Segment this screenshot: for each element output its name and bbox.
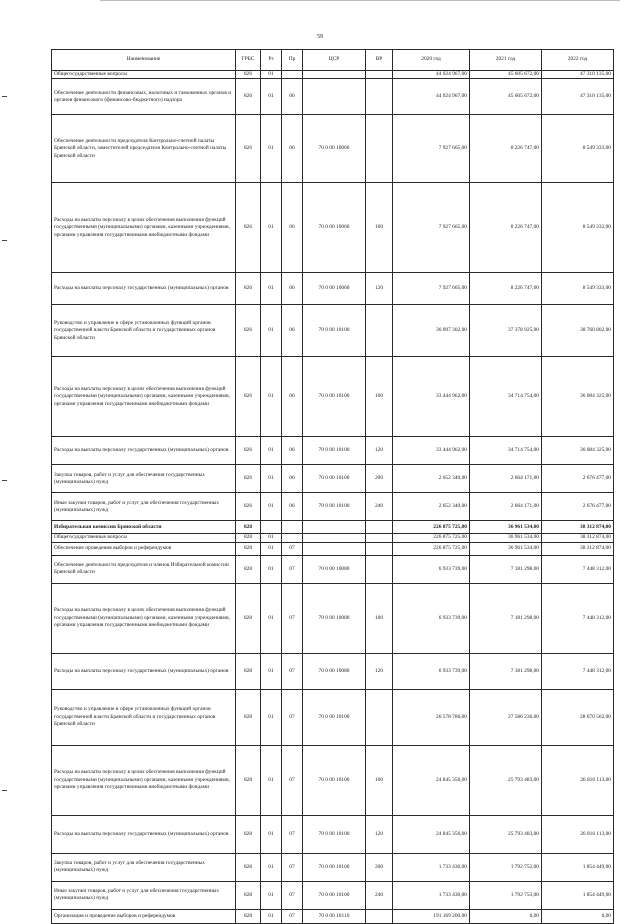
row-vr: 240 (366, 493, 393, 521)
row-2022: 0,00 (542, 909, 614, 923)
row-rz: 01 (261, 815, 282, 853)
row-2021: 0,00 (470, 909, 542, 923)
row-rz (261, 521, 282, 534)
table-row (52, 183, 614, 273)
row-2022: 2 676 477,00 (542, 493, 614, 521)
row-2021: 25 793 483,00 (470, 745, 542, 815)
row-2022: 26 816 113,00 (542, 815, 614, 853)
table-row (52, 437, 614, 465)
row-vr (366, 305, 393, 357)
row-pr: 06 (282, 79, 303, 115)
row-2021: 7 181 298,00 (470, 555, 542, 583)
row-csr: 70 0 00 10100 (303, 305, 366, 357)
table-row (52, 115, 614, 183)
row-rz: 01 (261, 493, 282, 521)
row-rz: 01 (261, 653, 282, 689)
row-2021: 2 664 171,00 (470, 493, 542, 521)
row-csr (303, 71, 366, 79)
row-2020: 36 097 302,00 (393, 305, 470, 357)
row-2020: 44 024 967,00 (393, 71, 470, 79)
table-row (52, 71, 614, 79)
row-name: Руководство и управление в сфере установленных функций органов государственной власти Брянской области и государственных органов Брянской области (52, 689, 236, 745)
row-vr: 120 (366, 815, 393, 853)
row-pr: 06 (282, 465, 303, 493)
row-grbs: 828 (236, 909, 261, 923)
row-csr: 70 0 00 10100 (303, 853, 366, 881)
row-2022: 36 084 325,00 (542, 437, 614, 465)
row-2020: 7 927 665,00 (393, 273, 470, 305)
row-2021: 36 961 534,00 (470, 521, 542, 534)
row-vr: 200 (366, 465, 393, 493)
table-row (52, 745, 614, 815)
row-csr: 70 0 00 10100 (303, 881, 366, 909)
header-grbs: ГРБС (236, 50, 261, 71)
row-2021: 34 714 754,00 (470, 357, 542, 437)
row-pr: 07 (282, 853, 303, 881)
row-name: Расходы на выплаты персоналу в целях обеспечения выполнения функций государственными (муниципальными) органами, казенными учреждениями, органами управления государственными внебюджетными фондами (52, 583, 236, 653)
row-vr (366, 542, 393, 555)
row-rz: 01 (261, 465, 282, 493)
row-rz: 01 (261, 183, 282, 273)
row-csr (303, 534, 366, 542)
row-pr: 07 (282, 653, 303, 689)
row-vr: 120 (366, 653, 393, 689)
row-rz: 01 (261, 555, 282, 583)
row-pr: 06 (282, 357, 303, 437)
row-name: Обеспечение деятельности финансовых, налоговых и таможенных органов и органов финансового (финансово-бюджетного) надзора (52, 79, 236, 115)
row-pr: 07 (282, 555, 303, 583)
row-2020: 7 927 665,00 (393, 115, 470, 183)
row-2021: 36 961 534,00 (470, 542, 542, 555)
row-grbs: 826 (236, 115, 261, 183)
row-name: Закупка товаров, работ и услуг для обеспечения государственных (муниципальных) нужд (52, 853, 236, 881)
row-name: Избирательная комиссия Брянской области (52, 521, 236, 534)
row-rz: 01 (261, 542, 282, 555)
row-grbs: 826 (236, 71, 261, 79)
row-csr: 70 0 00 10100 (303, 493, 366, 521)
row-2020: 26 578 786,00 (393, 689, 470, 745)
row-2022: 47 310 135,00 (542, 71, 614, 79)
row-name: Иные закупки товаров, работ и услуг для обеспечения государственных (муниципальных) нужд (52, 493, 236, 521)
row-name: Расходы на выплаты персоналу государственных (муниципальных) органов (52, 437, 236, 465)
row-name: Расходы на выплаты персоналу государственных (муниципальных) органов (52, 653, 236, 689)
table-header-row (52, 50, 614, 71)
row-2020: 1 733 430,00 (393, 853, 470, 881)
table-row (52, 305, 614, 357)
row-grbs: 828 (236, 521, 261, 534)
row-csr: 70 0 00 10100 (303, 465, 366, 493)
row-vr (366, 115, 393, 183)
row-2020: 24 845 356,00 (393, 815, 470, 853)
row-csr: 70 0 00 10060 (303, 183, 366, 273)
row-name: Обеспечение проведения выборов и референдумов (52, 542, 236, 555)
row-name: Иные закупки товаров, работ и услуг для обеспечения государственных (муниципальных) нужд (52, 881, 236, 909)
row-csr: 70 0 00 10080 (303, 583, 366, 653)
row-name: Расходы на выплаты персоналу государственных (муниципальных) органов (52, 815, 236, 853)
margin-mark (2, 790, 7, 791)
row-csr (303, 521, 366, 534)
row-pr (282, 534, 303, 542)
table-row (52, 881, 614, 909)
row-csr: 70 0 00 10100 (303, 437, 366, 465)
header-pr: Пр (282, 50, 303, 71)
header-name: Наименование (52, 50, 236, 71)
row-2021: 8 226 747,00 (470, 183, 542, 273)
row-2022: 38 760 802,00 (542, 305, 614, 357)
row-2022: 7 448 312,00 (542, 555, 614, 583)
row-2020: 33 444 962,00 (393, 437, 470, 465)
row-2022: 8 549 333,00 (542, 115, 614, 183)
header-vr: ВР (366, 50, 393, 71)
row-2020: 226 875 725,00 (393, 521, 470, 534)
row-2021: 1 792 753,00 (470, 853, 542, 881)
row-2021: 25 793 483,00 (470, 815, 542, 853)
row-2022: 8 549 333,00 (542, 183, 614, 273)
row-vr (366, 71, 393, 79)
row-csr: 70 0 00 10100 (303, 745, 366, 815)
row-name: Расходы на выплаты персоналу государственных (муниципальных) органов (52, 273, 236, 305)
row-name: Обеспечение деятельности председателя и членов Избирательной комиссии Брянской области (52, 555, 236, 583)
row-pr: 07 (282, 542, 303, 555)
table-body (52, 71, 614, 924)
row-grbs: 828 (236, 689, 261, 745)
row-csr (303, 79, 366, 115)
row-grbs: 828 (236, 534, 261, 542)
table-row (52, 909, 614, 923)
table-row (52, 79, 614, 115)
row-vr: 100 (366, 357, 393, 437)
row-name: Расходы на выплаты персоналу в целях обеспечения выполнения функций государственными (муниципальными) органами, казенными учреждениями, органами управления государственными внебюджетными фондами (52, 357, 236, 437)
row-grbs: 828 (236, 815, 261, 853)
row-csr: 70 0 00 10100 (303, 357, 366, 437)
row-pr: 07 (282, 815, 303, 853)
row-rz: 01 (261, 437, 282, 465)
row-vr: 100 (366, 745, 393, 815)
row-2022: 38 312 874,00 (542, 542, 614, 555)
row-csr: 70 0 00 10080 (303, 555, 366, 583)
row-vr (366, 689, 393, 745)
row-rz: 01 (261, 853, 282, 881)
row-pr (282, 71, 303, 79)
row-2022: 7 448 312,00 (542, 583, 614, 653)
row-2021: 34 714 754,00 (470, 437, 542, 465)
row-pr: 06 (282, 115, 303, 183)
row-grbs: 826 (236, 183, 261, 273)
header-2021: 2021 год (470, 50, 542, 71)
row-2021: 8 226 747,00 (470, 273, 542, 305)
table-row (52, 493, 614, 521)
row-pr: 06 (282, 305, 303, 357)
row-rz: 01 (261, 79, 282, 115)
row-vr: 120 (366, 273, 393, 305)
row-2020: 6 933 739,00 (393, 555, 470, 583)
row-2022: 26 816 113,00 (542, 745, 614, 815)
row-name: Расходы на выплаты персоналу в целях обеспечения выполнения функций государственными (муниципальными) органами, казенными учреждениями, органами управления государственными внебюджетными фондами (52, 745, 236, 815)
row-csr: 70 0 00 10100 (303, 689, 366, 745)
row-csr: 70 0 00 10100 (303, 815, 366, 853)
row-name: Закупка товаров, работ и услуг для обеспечения государственных (муниципальных) нужд (52, 465, 236, 493)
table-row (52, 521, 614, 534)
row-csr: 70 0 00 10060 (303, 115, 366, 183)
header-2020: 2020 год (393, 50, 470, 71)
row-grbs: 826 (236, 79, 261, 115)
table-row (52, 542, 614, 555)
row-pr: 06 (282, 183, 303, 273)
row-rz: 01 (261, 909, 282, 923)
row-vr: 240 (366, 881, 393, 909)
row-2022: 1 854 449,00 (542, 881, 614, 909)
row-vr (366, 79, 393, 115)
row-name: Общегосударственные вопросы (52, 71, 236, 79)
table-row (52, 555, 614, 583)
row-grbs: 826 (236, 493, 261, 521)
row-2020: 2 652 340,00 (393, 493, 470, 521)
table-row (52, 273, 614, 305)
table-row (52, 534, 614, 542)
row-pr: 06 (282, 437, 303, 465)
row-2022: 2 676 477,00 (542, 465, 614, 493)
row-vr (366, 521, 393, 534)
row-2020: 6 933 739,00 (393, 653, 470, 689)
row-grbs: 828 (236, 583, 261, 653)
row-name: Руководство и управление в сфере установленных функций органов государственной власти Брянской области и государственных органов Брянской области (52, 305, 236, 357)
row-name: Расходы на выплаты персоналу в целях обеспечения выполнения функций государственными (муниципальными) органами, казенными учреждениями, органами управления государственными внебюджетными фондами (52, 183, 236, 273)
row-2020: 2 652 340,00 (393, 465, 470, 493)
table-row (52, 815, 614, 853)
row-name: Общегосударственные вопросы (52, 534, 236, 542)
row-2022: 36 084 325,00 (542, 357, 614, 437)
margin-mark (2, 240, 7, 241)
row-pr: 07 (282, 745, 303, 815)
table-row (52, 583, 614, 653)
row-grbs: 828 (236, 745, 261, 815)
header-rz: Рз (261, 50, 282, 71)
table-row (52, 357, 614, 437)
row-2021: 7 181 298,00 (470, 583, 542, 653)
row-2022: 38 312 874,00 (542, 534, 614, 542)
row-grbs: 828 (236, 853, 261, 881)
row-vr: 120 (366, 437, 393, 465)
page-number: 59 (317, 34, 323, 40)
row-2021: 45 605 672,00 (470, 71, 542, 79)
row-pr: 07 (282, 881, 303, 909)
row-2022: 47 310 135,00 (542, 79, 614, 115)
row-grbs: 826 (236, 437, 261, 465)
scan-top-edge (100, 0, 620, 1)
row-csr: 70 0 00 10080 (303, 653, 366, 689)
row-pr: 06 (282, 273, 303, 305)
table-row (52, 689, 614, 745)
budget-table (51, 49, 614, 924)
row-2020: 191 169 200,00 (393, 909, 470, 923)
header-2022: 2022 год (542, 50, 614, 71)
row-grbs: 826 (236, 357, 261, 437)
row-vr (366, 555, 393, 583)
row-rz: 01 (261, 71, 282, 79)
row-2020: 226 875 725,00 (393, 534, 470, 542)
row-2020: 1 733 430,00 (393, 881, 470, 909)
row-rz: 01 (261, 273, 282, 305)
row-pr: 07 (282, 909, 303, 923)
header-csr: ЦСР (303, 50, 366, 71)
row-2021: 45 605 672,00 (470, 79, 542, 115)
table-row (52, 853, 614, 881)
row-grbs: 828 (236, 555, 261, 583)
row-grbs: 826 (236, 273, 261, 305)
row-2020: 44 024 967,00 (393, 79, 470, 115)
row-name: Организация и проведение выборов и референдумов (52, 909, 236, 923)
row-2022: 1 854 449,00 (542, 853, 614, 881)
row-pr: 07 (282, 583, 303, 653)
row-2022: 8 549 333,00 (542, 273, 614, 305)
row-2022: 28 670 562,00 (542, 689, 614, 745)
table-row (52, 465, 614, 493)
row-csr (303, 542, 366, 555)
row-grbs: 828 (236, 653, 261, 689)
row-2021: 7 181 298,00 (470, 653, 542, 689)
row-2021: 1 792 753,00 (470, 881, 542, 909)
row-rz: 01 (261, 745, 282, 815)
row-rz: 01 (261, 583, 282, 653)
row-vr (366, 909, 393, 923)
row-pr: 06 (282, 493, 303, 521)
row-2022: 38 312 874,00 (542, 521, 614, 534)
row-grbs: 828 (236, 542, 261, 555)
margin-mark (2, 96, 7, 97)
row-grbs: 826 (236, 465, 261, 493)
table-row (52, 653, 614, 689)
row-2020: 226 875 725,00 (393, 542, 470, 555)
row-grbs: 826 (236, 305, 261, 357)
row-rz: 01 (261, 357, 282, 437)
row-2021: 27 586 236,00 (470, 689, 542, 745)
row-vr: 200 (366, 853, 393, 881)
margin-mark (2, 480, 7, 481)
row-pr: 07 (282, 689, 303, 745)
row-rz: 01 (261, 115, 282, 183)
row-2020: 7 927 665,00 (393, 183, 470, 273)
row-2020: 24 845 356,00 (393, 745, 470, 815)
row-2020: 33 444 962,00 (393, 357, 470, 437)
row-rz: 01 (261, 689, 282, 745)
row-2021: 2 664 171,00 (470, 465, 542, 493)
row-2021: 36 961 534,00 (470, 534, 542, 542)
row-csr: 70 0 00 10060 (303, 273, 366, 305)
row-2020: 6 933 739,00 (393, 583, 470, 653)
row-pr (282, 521, 303, 534)
row-rz: 01 (261, 881, 282, 909)
row-2021: 8 226 747,00 (470, 115, 542, 183)
row-csr: 70 0 00 10110 (303, 909, 366, 923)
row-grbs: 828 (236, 881, 261, 909)
row-vr: 100 (366, 183, 393, 273)
row-vr (366, 534, 393, 542)
row-2021: 37 378 925,00 (470, 305, 542, 357)
row-rz: 01 (261, 305, 282, 357)
row-rz: 01 (261, 534, 282, 542)
row-2022: 7 448 312,00 (542, 653, 614, 689)
row-vr: 100 (366, 583, 393, 653)
row-name: Обеспечение деятельности председателя Контрольно-счетной палаты Брянской области, заместителей председателя Контрольно-счетной палаты Брянской области (52, 115, 236, 183)
